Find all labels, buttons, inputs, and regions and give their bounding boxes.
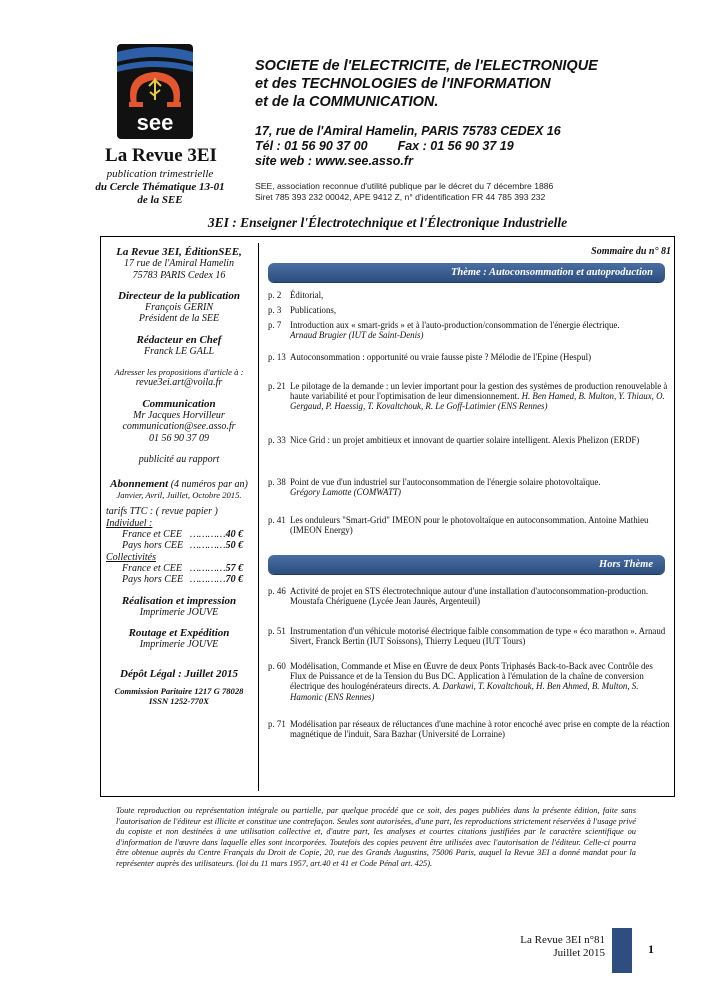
societe-line: et de la COMMUNICATION. xyxy=(255,94,439,110)
routage-heading: Routage et Expédition xyxy=(128,627,230,640)
price-row: Pays hors CEE …………70 € xyxy=(122,574,244,586)
assoc-info xyxy=(255,181,685,203)
abonnement-heading: Abonnement xyxy=(110,478,169,491)
toc-title: Autoconsommation : opportunité ou vraie fausse piste ? Mélodie de l'Epine (Hespul) xyxy=(290,352,592,362)
theme-bar: Thème : Autoconsommation et autoproduction xyxy=(268,263,665,282)
toc-title: Activité de projet en STS électrotechnique autour d'une installation d'autoconsommation-production. Moustafa Chériguene (Lycée Jean Jaurès, Argenteuil) xyxy=(290,586,649,607)
toc-title: Le pilotage de la demande : un levier important pour la gestion des systèmes de production renouvelable à haute variabilité et pour l'optimisation de leur dimensionnement. xyxy=(290,381,668,402)
page-number: 1 xyxy=(648,942,654,956)
toc-page: p. 7 xyxy=(268,320,282,330)
revue-title: La Revue 3EI xyxy=(105,145,217,166)
price-value: 40 € xyxy=(225,529,244,541)
toc-page: p. 13 xyxy=(268,352,286,362)
price-value: 70 € xyxy=(225,574,244,586)
propositions-email[interactable]: revue3ei.art@voila.fr xyxy=(135,377,223,389)
communication-phone: 01 56 90 37 09 xyxy=(149,432,209,444)
toc-title: Publications, xyxy=(290,305,337,315)
communication-email[interactable]: communication@see.asso.fr xyxy=(122,421,236,433)
subtitle-line: de la SEE xyxy=(137,194,183,206)
toc-title: Point de vue d'un industriel sur l'autoconsommation de l'énergie solaire photovoltaïque. xyxy=(290,477,601,487)
communication-heading: Communication xyxy=(142,397,216,410)
toc-page: p. 2 xyxy=(268,290,282,300)
toc-title: Éditorial, xyxy=(290,290,324,300)
redacteur-heading: Rédacteur en Chef xyxy=(136,333,222,346)
communication-name: Mr Jacques Horvilleur xyxy=(133,409,225,421)
toc-authors: A. Darkawi, T. Kovaltchouk, H. Ben Ahmed, B. Multon, S. Hamonic (ENS Rennes) xyxy=(290,681,639,702)
toc-authors: Grégory Lamotte (COMWATT) xyxy=(290,487,401,498)
sommaire-title: Sommaire du n° 81 xyxy=(591,246,671,257)
tarifs: tarifs TTC : ( revue papier ) xyxy=(106,506,218,518)
revue-subtitle xyxy=(78,168,242,207)
subtitle-line: publication trimestrielle xyxy=(106,168,214,180)
toc-page: p. 3 xyxy=(268,305,282,315)
footer-issue-number: La Revue 3EI n°81 xyxy=(520,934,605,946)
societe-line: et des TECHNOLOGIES de l'INFORMATION xyxy=(255,76,551,92)
societe-name xyxy=(255,57,675,111)
logo-text: see xyxy=(136,110,174,135)
edition: La Revue 3EI, ÉditionSEE, xyxy=(116,246,242,258)
toc-page: p. 41 xyxy=(268,515,286,525)
colophon xyxy=(102,247,256,706)
routage-value: Imprimerie JOUVE xyxy=(139,639,219,651)
contact-block xyxy=(255,124,675,169)
toc-page: p. 71 xyxy=(268,719,286,729)
individuel-label: Individuel : xyxy=(106,517,153,529)
price-value: 50 € xyxy=(225,540,244,552)
toc-page: p. 51 xyxy=(268,626,286,636)
toc-title: Nice Grid : un projet ambitieux et innovant de quartier solaire intelligent. Alexis Phelizon (ERDF) xyxy=(290,435,640,445)
price-value: 57 € xyxy=(225,562,244,574)
directeur-name: François GERIN xyxy=(144,302,214,314)
commission-paritaire: Commission Paritaire 1217 G 78028 xyxy=(114,686,244,697)
subtitle-line: du Cercle Thématique 13-01 xyxy=(95,181,225,193)
toc-title: Instrumentation d'un véhicule motorisé électrique faible consommation de type « éco marathon ». Arnaud Sivert, Franck Bertin (IUT Soissons), Thierry Lequeu (IUT Tours) xyxy=(290,626,666,647)
price-row: Pays hors CEE …………50 € xyxy=(122,540,244,552)
see-logo xyxy=(117,44,193,139)
column-divider xyxy=(258,243,259,791)
redacteur-name: Franck LE GALL xyxy=(144,346,214,358)
directeur-heading: Directeur de la publication xyxy=(118,289,240,302)
toc-title: Introduction aux « smart-grids » et à l'auto-production/consommation de l'énergie électrique. xyxy=(290,320,620,330)
address: 17, rue de l'Amiral Hamelin, PARIS 75783 CEDEX 16 xyxy=(255,124,561,138)
price-label: France et CEE xyxy=(122,529,182,541)
collectivites-label: Collectivités xyxy=(106,551,156,563)
toc-title: Les onduleurs "Smart-Grid" IMEON pour le photovoltaïque en autoconsommation. Antoine Mathieu (IMEON Energy) xyxy=(290,515,649,536)
hors-theme-bar: Hors Thème xyxy=(268,555,665,574)
toc-title: Modélisation, Commande et Mise en Œuvre de deux Ponts Triphasés Back-to-Back avec Contrôle des Flux de Puissance et de la Tension du Bus DC. Application à l'émulation de la chaîne de conversion électrique des houlogénérateurs directs. xyxy=(290,661,653,692)
assoc-line: SEE, association reconnue d'utilité publique par le décret du 7 décembre 1886 xyxy=(255,181,554,191)
slogan: 3EI : Enseigner l'Électrotechnique et l'Électronique Industrielle xyxy=(207,215,568,230)
price-label: Pays hors CEE xyxy=(122,540,184,552)
societe-line: SOCIETE de l'ELECTRICITE, de l'ELECTRONIQUE xyxy=(255,58,598,74)
toc-page: p. 60 xyxy=(268,661,286,671)
toc-page: p. 21 xyxy=(268,381,286,391)
price-row: France et CEE …………40 € xyxy=(122,529,244,541)
propositions-label: Adresser les propositions d'article à : xyxy=(114,367,244,378)
edition-address: 17 rue de l'Amiral Hamelin xyxy=(124,258,234,270)
edition-address: 75783 PARIS Cedex 16 xyxy=(132,269,226,281)
toc-page: p. 46 xyxy=(268,586,286,596)
fax: Fax : 01 56 90 37 19 xyxy=(397,139,514,153)
toc-title: Modélisation par réseaux de réluctances d'une machine à rotor encoché avec prise en compte de la réaction magnétique de l'induit, Sara Bazhar (Université de Lorraine) xyxy=(290,719,670,740)
issn: ISSN 1252-770X xyxy=(149,696,209,707)
price-row: France et CEE …………57 € xyxy=(122,562,244,574)
footer-date: Juillet 2015 xyxy=(553,947,605,959)
toc-page: p. 33 xyxy=(268,435,286,445)
footer-issue xyxy=(520,934,605,960)
depot-legal: Dépôt Légal : Juillet 2015 xyxy=(120,667,238,680)
abonnement-months: Janvier, Avril, Juillet, Octobre 2015. xyxy=(116,490,242,501)
copyright-notice: Toute reproduction ou représentation intégrale ou partielle, par quelque procédé que ce soit, des pages publiées dans la présente édition, faite sans l'autorisation de l'éditeur est illicite et constitue une contrefaçon. Seules sont autorisées, d'une part, les reproductions strictement réservées à l'usage privé du copiste et non destinées à une utilisation collective et, d'autre part, les analyses et courtes citations justifiées par le caractère scientifique ou d'information de l'œuvre dans laquelle elles sont incorporées. Toutefois des copies peuvent être utilisées avec l'autorisation de l'éditeur. Celle-ci pourra être obtenue auprès du Centre Français du Droit de Copie, 20, rue des Grands Augustins, 75006 Paris, auquel la Revue 3EI a donné mandat pour la représenter auprès des utilisateurs. (loi du 11 mars 1957, art.40 et 41 et Code Pénal art. 425). xyxy=(116,806,636,868)
price-label: Pays hors CEE xyxy=(122,574,184,586)
directeur-role: Président de la SEE xyxy=(138,313,220,325)
toc-page: p. 38 xyxy=(268,477,286,487)
assoc-line: Siret 785 393 232 00042, APE 9412 Z, n° d'identification FR 44 785 393 232 xyxy=(255,192,546,202)
telephone: Tél : 01 56 90 37 00 xyxy=(255,139,368,153)
realisation-heading: Réalisation et impression xyxy=(121,594,237,607)
toc-authors: Arnaud Brugier (IUT de Saint-Denis) xyxy=(290,330,424,341)
website: site web : www.see.asso.fr xyxy=(255,154,413,168)
publicite: publicité au rapport xyxy=(138,453,220,465)
realisation-value: Imprimerie JOUVE xyxy=(139,606,219,618)
toc-authors: H. Ben Hamed, B. Multon, Y. Thiaux, O. Gergaud, P. Haessig, T. Kovaltchouk, R. Le Goff-Latimier (ENS Rennes) xyxy=(290,391,665,412)
abonnement-note: (4 numéros par an) xyxy=(170,479,248,491)
footer-accent-bar xyxy=(612,928,632,973)
price-label: France et CEE xyxy=(122,562,182,574)
